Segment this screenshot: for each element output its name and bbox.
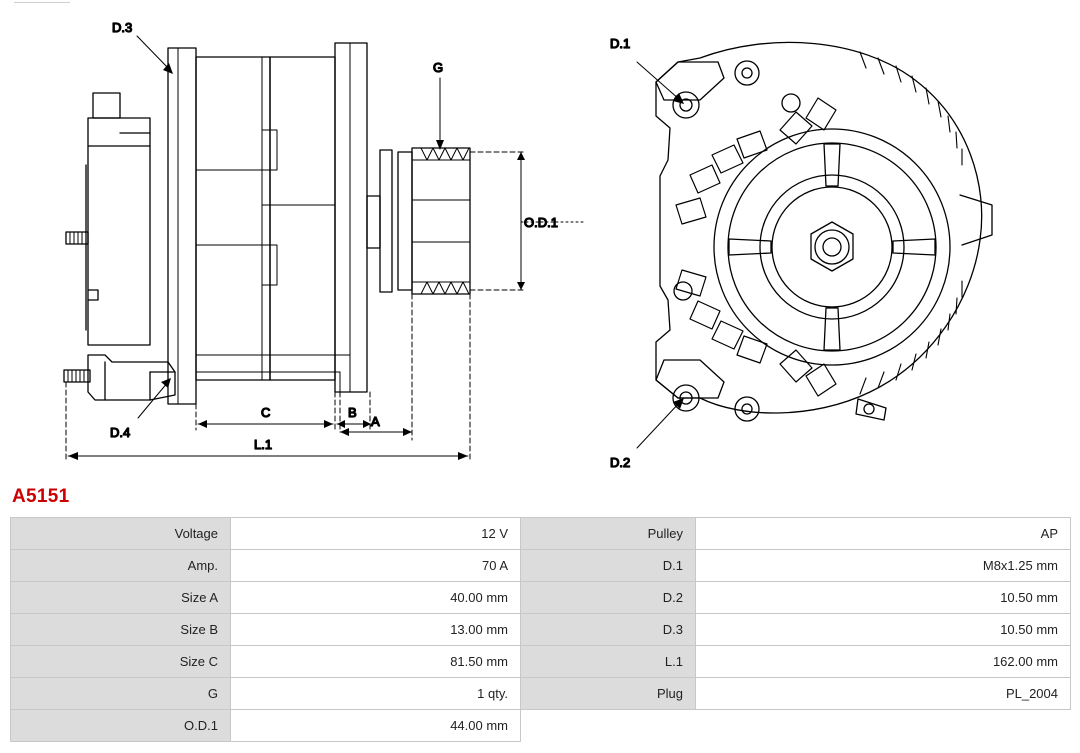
part-code: A5151 [12,486,70,507]
leader-d2 [637,402,680,448]
side-view-group [64,20,583,462]
spec-key: D.3 [521,614,696,646]
label-d2: D.2 [610,455,631,470]
label-g: G [433,60,444,75]
label-d4: D.4 [110,425,131,440]
spec-value: PL_2004 [696,678,1071,710]
spec-value: 162.00 mm [696,646,1071,678]
spec-key: Pulley [521,518,696,550]
spec-key: Voltage [11,518,231,550]
spec-key: O.D.1 [11,710,231,742]
spec-value: 1 qty. [231,678,521,710]
spec-value: 10.50 mm [696,582,1071,614]
spec-key-empty [521,710,696,742]
label-b: B [348,405,357,420]
spec-key: Size C [11,646,231,678]
spec-value-empty [696,710,1071,742]
spec-key: Amp. [11,550,231,582]
spec-value: 40.00 mm [231,582,521,614]
table-row [11,646,1071,678]
label-l1: L.1 [254,437,273,452]
table-row [11,550,1071,582]
spec-value: 12 V [231,518,521,550]
spec-key: G [11,678,231,710]
spec-key: D.1 [521,550,696,582]
table-row [11,582,1071,614]
spec-value: 10.50 mm [696,614,1071,646]
spec-value: 81.50 mm [231,646,521,678]
table-row [11,678,1071,710]
table-row [11,710,1071,742]
spec-key: D.2 [521,582,696,614]
label-d1: D.1 [610,36,631,51]
label-c: C [261,405,271,420]
dim-od1-ext [470,152,525,290]
spec-value: 13.00 mm [231,614,521,646]
spec-value: AP [696,518,1071,550]
specifications-table [10,517,1071,742]
label-od1: O.D.1 [524,215,558,230]
spec-key: Plug [521,678,696,710]
spec-key: L.1 [521,646,696,678]
spec-value: 44.00 mm [231,710,521,742]
label-a: A [371,414,380,429]
spec-value: 70 A [231,550,521,582]
leader-d1 [637,62,680,100]
table-row [11,518,1071,550]
table-row [11,614,1071,646]
spec-key: Size A [11,582,231,614]
leader-d3 [137,36,170,70]
label-d3: D.3 [112,20,133,35]
spec-key: Size B [11,614,231,646]
spec-value: M8x1.25 mm [696,550,1071,582]
front-view-group [610,36,992,470]
